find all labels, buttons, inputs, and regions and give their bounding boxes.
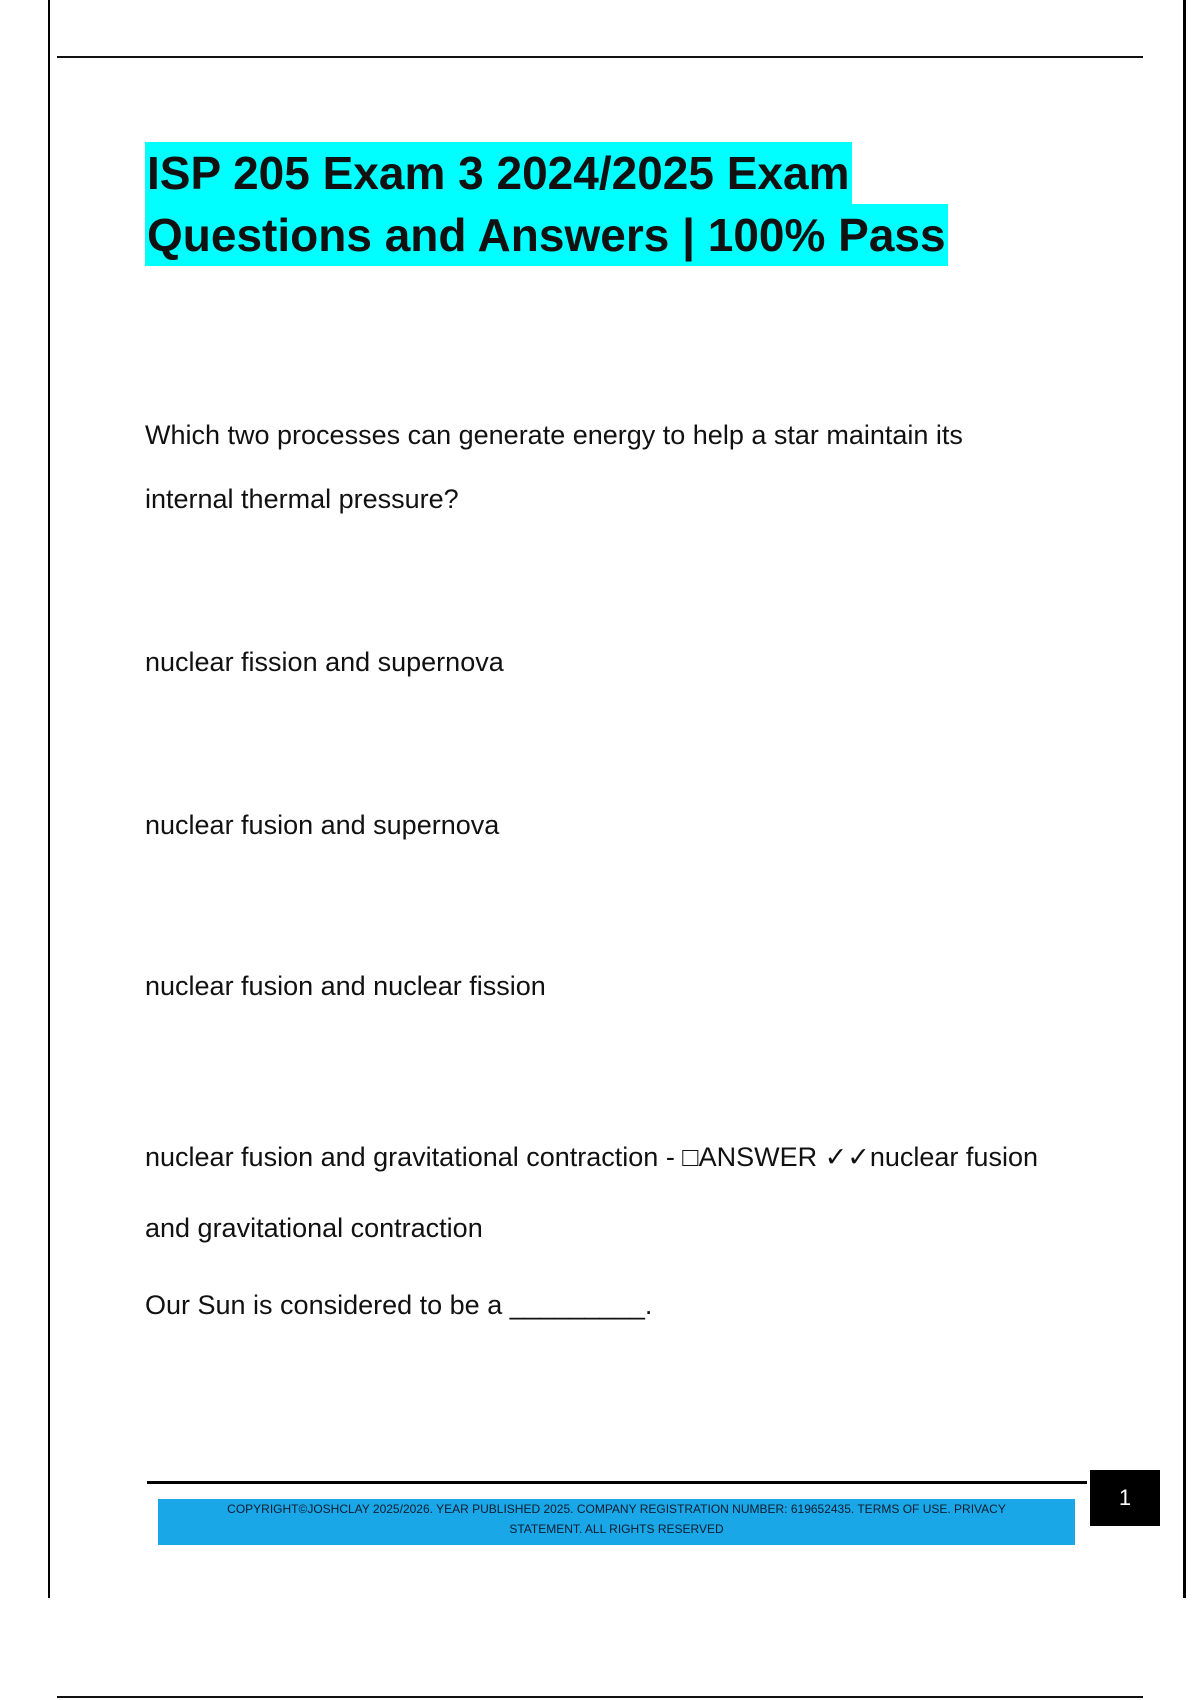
page-number: 1 [1090, 1470, 1160, 1526]
copyright-line-1: COPYRIGHT©JOSHCLAY 2025/2026. YEAR PUBLISHED 2025. COMPANY REGISTRATION NUMBER: 619652435. TERMS OF USE. PRIVACY [227, 1502, 1006, 1516]
footer-rule [147, 1481, 1087, 1484]
option-3: nuclear fusion and nuclear fission [145, 971, 546, 1001]
page-border-right [1183, 0, 1186, 1598]
option-4-with-answer [145, 1122, 1095, 1264]
answer-continuation: and gravitational contraction [145, 1213, 483, 1243]
question-1-line-2: internal thermal pressure? [145, 484, 459, 514]
title-line-1: ISP 205 Exam 3 2024/2025 Exam [145, 142, 852, 204]
header-rule [57, 56, 1143, 58]
option-2: nuclear fusion and supernova [145, 810, 500, 840]
document-title [145, 142, 948, 266]
question-1-text [145, 403, 1095, 531]
option-4: nuclear fusion and gravitational contraction - □ANSWER ✓✓nuclear fusion [145, 1142, 1038, 1172]
question-2-text: Our Sun is considered to be a _________. [145, 1290, 653, 1320]
title-line-2: Questions and Answers | 100% Pass [145, 204, 948, 266]
page-border-left [48, 0, 50, 1598]
question-1-line-1: Which two processes can generate energy to help a star maintain its [145, 420, 963, 450]
option-1: nuclear fission and supernova [145, 647, 504, 677]
copyright-footer [158, 1499, 1075, 1545]
next-page-rule [57, 1696, 1143, 1698]
copyright-line-2: STATEMENT. ALL RIGHTS RESERVED [509, 1522, 724, 1536]
